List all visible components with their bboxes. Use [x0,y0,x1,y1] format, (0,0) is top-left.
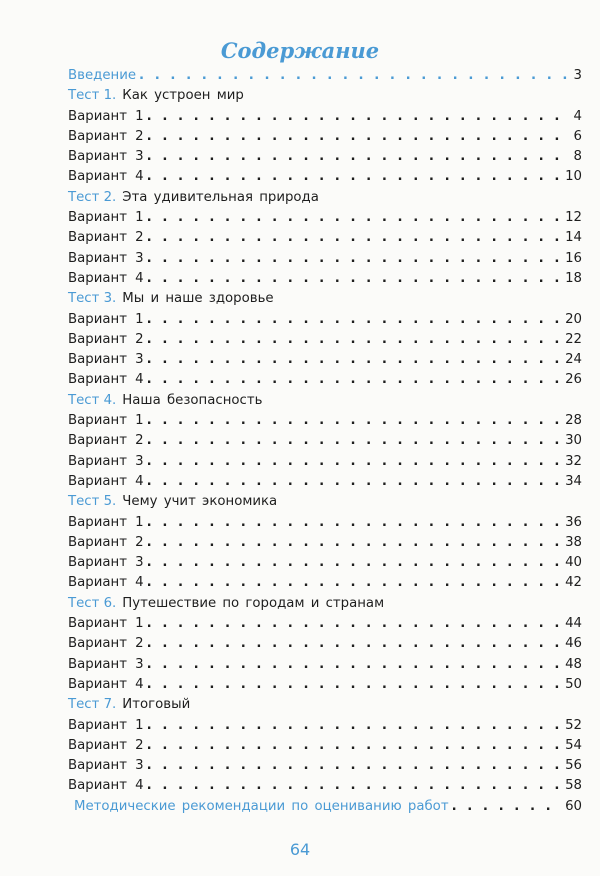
dot-leader [147,452,562,472]
toc-variant-row [68,310,582,330]
toc-section-heading [68,492,582,512]
toc-variant-page: 58 [565,778,582,794]
toc-variant-page: 22 [565,331,582,347]
toc-variant-page: 18 [565,270,582,286]
toc-variant-row [68,431,582,451]
dot-leader [147,634,562,654]
toc-variant-page: 26 [565,372,582,388]
toc-variant-label: Вариант 2 [68,128,144,144]
toc-variant-label: Вариант 4 [68,473,144,489]
dot-leader [147,350,562,370]
toc-variant-page: 38 [565,534,582,550]
toc-variant-label: Вариант 4 [68,372,144,388]
toc-variant-page: 8 [573,149,582,165]
toc-section-number: Тест 6. [68,595,117,611]
toc-section-title: Итоговый [122,697,191,713]
dot-leader [147,107,571,127]
toc-variant-label: Вариант 1 [68,413,144,429]
toc-section-title: Мы и наше здоровье [122,291,274,307]
toc-variant-row [68,269,582,289]
toc-variant-label: Вариант 1 [68,311,144,327]
toc-variant-row [68,147,582,167]
toc-section-number: Тест 5. [68,494,117,510]
toc-variant-page: 12 [565,210,582,226]
toc-methodic-row [68,797,582,817]
dot-leader [452,797,563,817]
toc-variant-row [68,249,582,269]
toc-variant-page: 4 [573,108,582,124]
toc-variant-row [68,167,582,187]
toc-variant-label: Вариант 4 [68,169,144,185]
toc-variant-label: Вариант 4 [68,676,144,692]
toc-variant-label: Вариант 1 [68,514,144,530]
dot-leader [147,127,571,147]
toc-intro-row [68,66,582,86]
toc-variant-label: Вариант 2 [68,230,144,246]
dot-leader [147,208,562,228]
toc-variant-page: 32 [565,453,582,469]
dot-leader [147,776,562,796]
dot-leader [147,614,562,634]
toc-variant-row [68,513,582,533]
dot-leader [147,431,562,451]
toc-variant-row [68,370,582,390]
toc-variant-label: Вариант 2 [68,534,144,550]
toc-variant-page: 6 [573,128,582,144]
dot-leader [147,228,562,248]
dot-leader [147,147,571,167]
toc-variant-label: Вариант 4 [68,575,144,591]
toc-variant-page: 54 [565,737,582,753]
toc-variant-page: 28 [565,413,582,429]
dot-leader [147,736,562,756]
toc-variant-label: Вариант 3 [68,149,144,165]
toc-variant-row [68,127,582,147]
dot-leader [147,655,562,675]
dot-leader [147,167,562,187]
toc-variant-label: Вариант 2 [68,737,144,753]
table-of-contents [68,66,582,817]
toc-variant-label: Вариант 3 [68,758,144,774]
toc-variant-row [68,675,582,695]
toc-section-heading [68,594,582,614]
toc-intro-label: Введение [68,68,137,83]
toc-variant-row [68,228,582,248]
toc-methodic-page: 60 [565,798,582,814]
page-number: 64 [289,840,311,859]
toc-section-title: Путешествие по городам и странам [122,595,385,611]
toc-variant-page: 42 [565,575,582,591]
dot-leader [147,553,562,573]
toc-variant-page: 20 [565,311,582,327]
toc-section-heading [68,289,582,309]
toc-variant-row [68,716,582,736]
toc-methodic-label: Методические рекомендации по оцениванию работ [74,798,449,814]
toc-variant-label: Вариант 2 [68,331,144,347]
toc-section-heading [68,391,582,411]
dot-leader [147,513,562,533]
toc-section-title: Чему учит экономика [122,494,278,510]
toc-variant-label: Вариант 3 [68,555,144,571]
toc-variant-row [68,452,582,472]
toc-variant-row [68,614,582,634]
toc-section-heading [68,188,582,208]
toc-section-number: Тест 1. [68,88,117,104]
toc-variant-page: 52 [565,717,582,733]
dot-leader [147,533,562,553]
toc-variant-label: Вариант 1 [68,717,144,733]
toc-variant-page: 10 [565,169,582,185]
toc-variant-label: Вариант 3 [68,656,144,672]
toc-sections [68,86,582,796]
toc-variant-page: 48 [565,656,582,672]
toc-variant-label: Вариант 3 [68,250,144,266]
toc-section-number: Тест 2. [68,189,117,205]
toc-variant-page: 44 [565,616,582,632]
toc-intro-page: 3 [573,68,582,83]
toc-variant-row [68,736,582,756]
toc-variant-page: 46 [565,636,582,652]
toc-variant-label: Вариант 3 [68,352,144,368]
toc-section-title: Как устроен мир [122,88,244,104]
toc-variant-page: 34 [565,473,582,489]
dot-leader [147,249,562,269]
dot-leader [147,269,562,289]
toc-variant-row [68,472,582,492]
toc-variant-label: Вариант 2 [68,433,144,449]
toc-variant-page: 36 [565,514,582,530]
toc-variant-row [68,350,582,370]
toc-variant-page: 50 [565,676,582,692]
toc-variant-row [68,330,582,350]
dot-leader [147,411,562,431]
dot-leader [147,756,562,776]
toc-variant-row [68,533,582,553]
toc-section-title: Эта удивительная природа [122,189,319,205]
dot-leader [139,66,571,86]
dot-leader [147,573,562,593]
toc-section-number: Тест 4. [68,392,117,408]
toc-variant-label: Вариант 3 [68,453,144,469]
toc-variant-row [68,573,582,593]
dot-leader [147,370,562,390]
toc-variant-row [68,655,582,675]
dot-leader [147,472,562,492]
toc-variant-label: Вариант 1 [68,108,144,124]
toc-variant-row [68,553,582,573]
toc-section-heading [68,86,582,106]
toc-variant-row [68,208,582,228]
toc-variant-row [68,107,582,127]
toc-variant-label: Вариант 2 [68,636,144,652]
toc-variant-row [68,411,582,431]
toc-variant-label: Вариант 4 [68,778,144,794]
toc-variant-page: 24 [565,352,582,368]
toc-variant-page: 14 [565,230,582,246]
dot-leader [147,310,562,330]
toc-variant-page: 16 [565,250,582,266]
toc-variant-page: 40 [565,555,582,571]
toc-variant-row [68,634,582,654]
page-title: Содержание [220,38,380,63]
dot-leader [147,330,562,350]
dot-leader [147,716,562,736]
toc-section-title: Наша безопасность [122,392,263,408]
toc-variant-label: Вариант 1 [68,616,144,632]
toc-variant-label: Вариант 1 [68,210,144,226]
toc-section-number: Тест 3. [68,291,117,307]
toc-section-number: Тест 7. [68,697,117,713]
dot-leader [147,675,562,695]
toc-variant-row [68,756,582,776]
toc-section-heading [68,695,582,715]
toc-variant-page: 56 [565,758,582,774]
toc-variant-row [68,776,582,796]
toc-variant-page: 30 [565,433,582,449]
toc-variant-label: Вариант 4 [68,270,144,286]
